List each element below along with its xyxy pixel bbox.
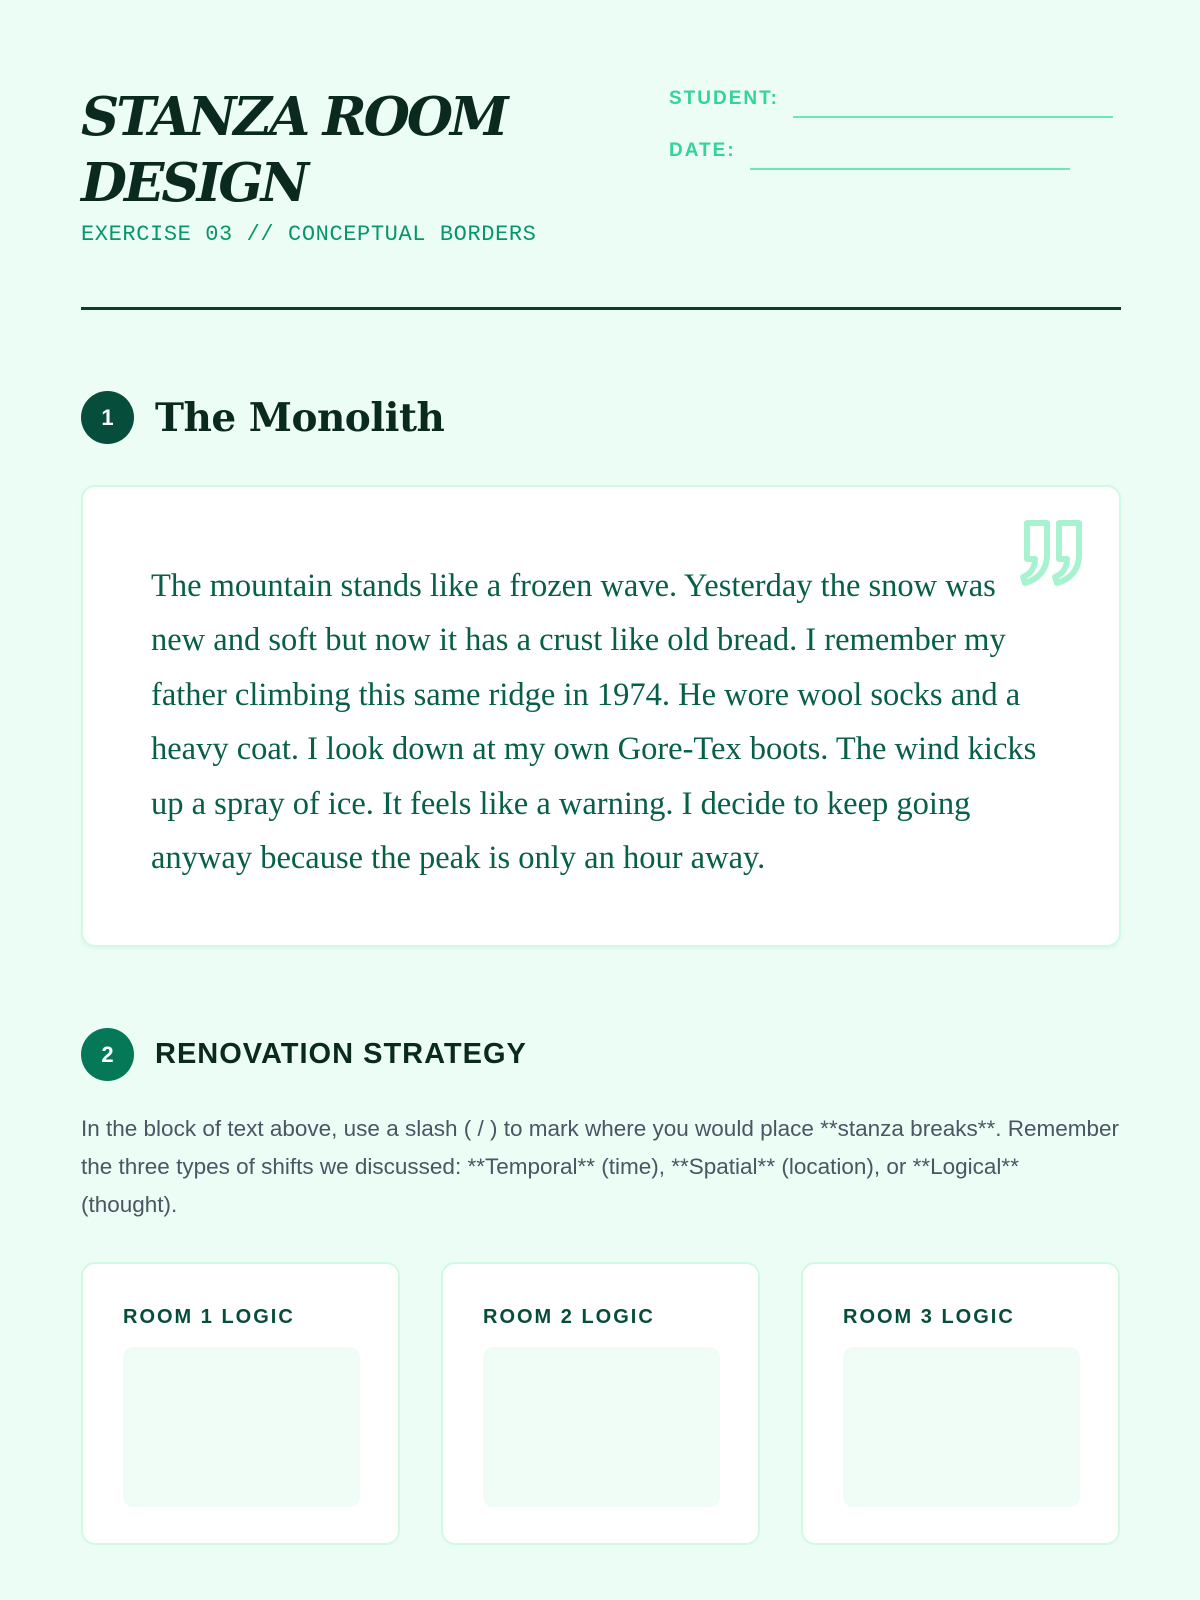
student-label: STUDENT:	[669, 88, 779, 109]
passage-text[interactable]: The mountain stands like a frozen wave. Yesterday the snow was new and soft but now it has a crust like old bread. I remember my father climbing this same ridge in 1974. He wore wool socks and a heavy coat. I look down at my own Gore-Tex boots. The wind kicks up a spray of ice. It feels like a warning. I decide to keep going anyway because the peak is only an hour away.	[151, 568, 1037, 877]
worksheet-header	[81, 84, 1121, 310]
room-3-label: ROOM 3 LOGIC	[843, 1306, 1015, 1328]
instructions-text: In the block of text above, use a slash ( / ) to mark where you would place **stanza breaks**. Remember the three types of shifts we discussed: **Temporal** (time), **Spatial** (location), or **Logical** (thought).	[81, 1116, 1120, 1217]
date-field	[669, 140, 1070, 162]
student-name-line[interactable]	[793, 116, 1113, 118]
section-2-header	[81, 1028, 527, 1081]
passage-card	[81, 485, 1121, 947]
room-1-answer-area[interactable]	[123, 1347, 360, 1507]
room-2-label: ROOM 2 LOGIC	[483, 1306, 655, 1328]
room-1-label: ROOM 1 LOGIC	[123, 1306, 295, 1328]
exercise-subtitle: EXERCISE 03 // CONCEPTUAL BORDERS	[81, 222, 537, 247]
room-2-box	[441, 1262, 760, 1545]
room-2-answer-area[interactable]	[483, 1347, 720, 1507]
date-line[interactable]	[750, 168, 1070, 170]
worksheet-title	[81, 84, 601, 216]
room-1-box	[81, 1262, 400, 1545]
room-logic-boxes	[81, 1262, 1121, 1545]
title-line-2: DESIGN	[81, 152, 307, 214]
section-1-header	[81, 391, 444, 444]
student-field	[669, 88, 1113, 110]
section-1-number-badge: 1	[81, 391, 134, 444]
room-3-answer-area[interactable]	[843, 1347, 1080, 1507]
room-3-box	[801, 1262, 1120, 1545]
section-1-title: The Monolith	[155, 394, 445, 441]
section-2-number-badge: 2	[81, 1028, 134, 1081]
date-label: DATE:	[669, 140, 736, 161]
section-2-title: RENOVATION STRATEGY	[155, 1038, 527, 1070]
title-line-1: STANZA ROOM	[81, 86, 506, 148]
